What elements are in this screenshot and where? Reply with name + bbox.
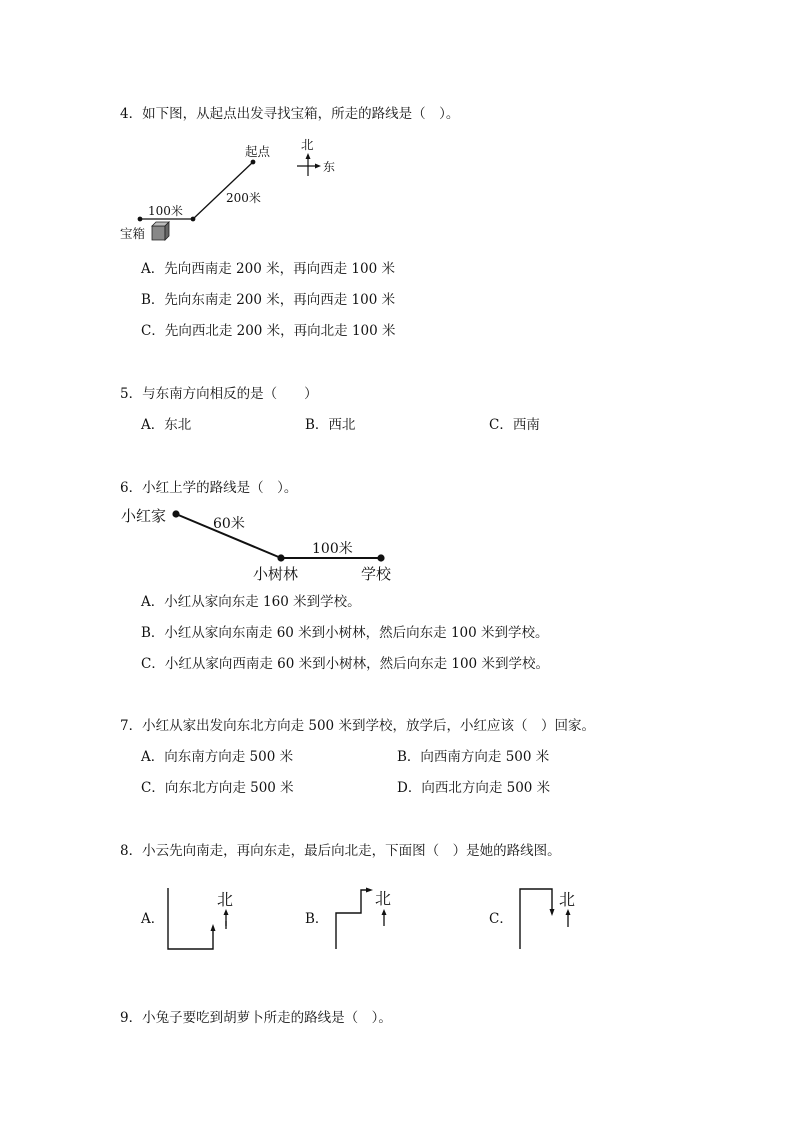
q4-distance-long: 200米 [226, 191, 261, 205]
q6-route-figure [115, 502, 415, 582]
q7-option-d[interactable]: D．向西北方向走 500 米 [397, 780, 551, 796]
q8-option-b-label[interactable]: B． [305, 911, 329, 927]
q8-option-c-route[interactable] [512, 884, 602, 954]
q8-option-a-north: 北 [217, 890, 234, 909]
q6-question: 6．小红上学的路线是（ ）。 [120, 480, 298, 496]
q8-option-b-route[interactable] [325, 884, 415, 954]
q8-option-b-north: 北 [375, 889, 392, 908]
q6-home-point [172, 510, 179, 517]
q6-option-b[interactable]: B．小红从家向东南走 60 米到小树林，然后向东走 100 米到学校。 [141, 625, 549, 641]
q8-option-c-north: 北 [559, 890, 576, 909]
q5-option-c[interactable]: C．西南 [489, 417, 540, 433]
q5-option-a[interactable]: A．东北 [141, 417, 192, 433]
q7-option-a[interactable]: A．向东南方向走 500 米 [141, 749, 294, 765]
q4-compass-east: 东 [323, 160, 336, 174]
q6-woods-point [277, 554, 284, 561]
q6-option-c[interactable]: C．小红从家向西南走 60 米到小树林，然后向东走 100 米到学校。 [141, 656, 549, 672]
q6-option-a[interactable]: A．小红从家向东走 160 米到学校。 [141, 594, 361, 610]
q7-option-b[interactable]: B．向西南方向走 500 米 [397, 749, 550, 765]
q7-option-c[interactable]: C．向东北方向走 500 米 [141, 780, 294, 796]
q4-option-a[interactable]: A．先向西南走 200 米，再向西走 100 米 [141, 261, 395, 277]
q4-start-point [251, 160, 256, 165]
q6-distance-2: 100米 [312, 541, 353, 557]
q9-question: 9．小兔子要吃到胡萝卜所走的路线是（ ）。 [120, 1010, 392, 1026]
q4-compass-icon [297, 153, 321, 176]
q6-school-point [377, 554, 384, 561]
q6-woods-label: 小树林 [253, 565, 299, 583]
treasure-box-icon [152, 222, 169, 240]
q4-turn-point [191, 217, 196, 222]
q4-option-c[interactable]: C．先向西北走 200 米，再向北走 100 米 [141, 323, 396, 339]
q8-question: 8．小云先向南走，再向东走，最后向北走，下面图（ ）是她的路线图。 [120, 843, 561, 859]
q4-compass-north: 北 [301, 137, 314, 152]
q7-question: 7．小红从家出发向东北方向走 500 米到学校，放学后，小红应该（ ）回家。 [120, 718, 595, 734]
q4-distance-short: 100米 [148, 204, 183, 218]
q4-option-b[interactable]: B．先向东南走 200 米，再向西走 100 米 [141, 292, 396, 308]
q5-option-b[interactable]: B．西北 [305, 417, 356, 433]
q8-option-c-label[interactable]: C． [489, 911, 513, 927]
q5-question: 5．与东南方向相反的是（ ） [120, 386, 318, 402]
q8-option-a-route[interactable] [162, 884, 242, 954]
q6-home-label: 小红家 [121, 507, 167, 525]
q4-question: 4．如下图，从起点出发寻找宝箱，所走的路线是（ ）。 [120, 106, 460, 122]
q6-school-label: 学校 [361, 565, 392, 583]
q4-treasure-label: 宝箱 [120, 226, 146, 241]
q8-option-a-label[interactable]: A． [141, 911, 165, 927]
q4-start-label: 起点 [245, 144, 271, 159]
q4-route-figure [110, 136, 350, 246]
q4-end-point [138, 217, 143, 222]
q6-distance-1: 60米 [213, 516, 245, 532]
